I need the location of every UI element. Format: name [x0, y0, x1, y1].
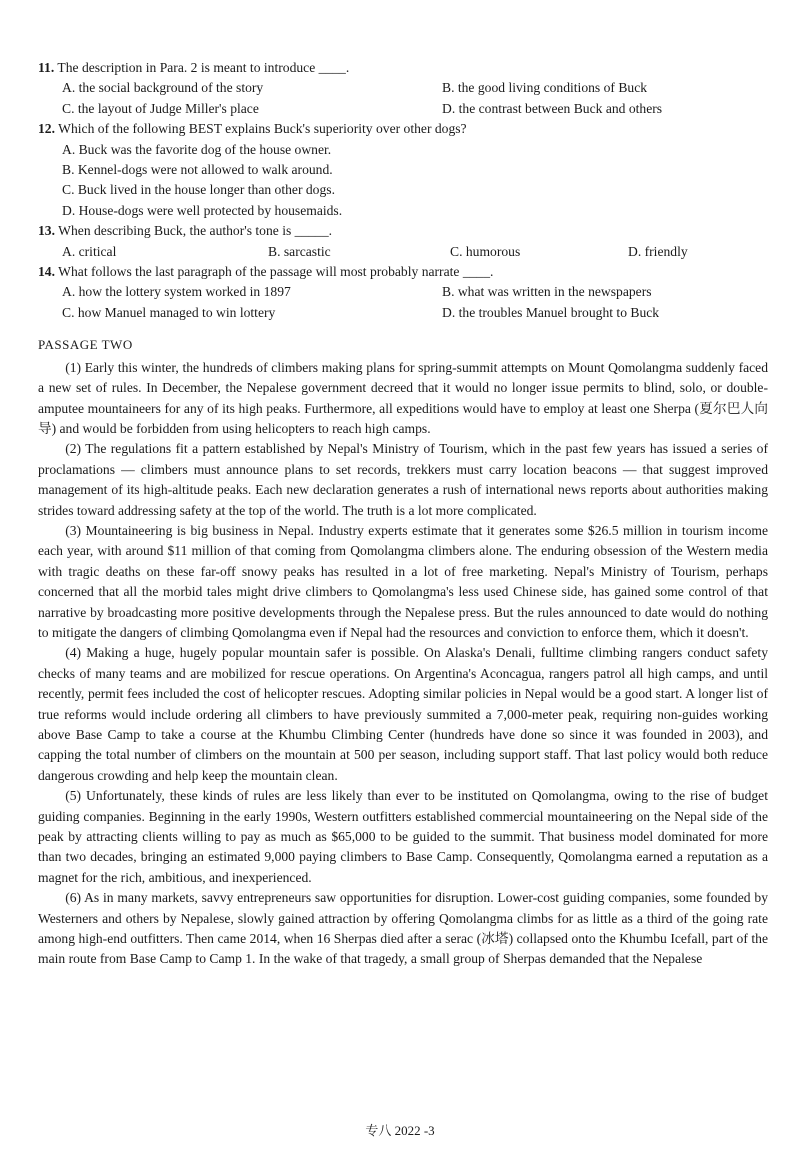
question-text: The description in Para. 2 is meant to introduce ____.	[57, 60, 350, 75]
answer-option: A. critical	[62, 243, 117, 259]
option-group	[62, 282, 768, 323]
passage-paragraph: (2) The regulations fit a pattern established by Nepal's Ministry of Tourism, which in the past few years has issued a series of proclamations — climbers must announce plans to set records, trekkers must carry location beacons — that suggest improved management of its high-altitude peaks. Each new declaration generates a rush of international news reports about authorities making strides toward addressing safety at the top of the world. The truth is a lot more complicated.	[38, 441, 768, 518]
question-number: 11.	[38, 60, 55, 75]
passage-body	[38, 358, 768, 970]
question-text: Which of the following BEST explains Buck's superiority over other dogs?	[58, 121, 467, 137]
exam-page	[38, 58, 768, 970]
answer-option: C. the layout of Judge Miller's place	[62, 100, 259, 116]
question-text: What follows the last paragraph of the passage will most probably narrate ____.	[58, 264, 494, 280]
answer-option: D. friendly	[628, 243, 688, 259]
question-number: 12.	[38, 121, 55, 137]
question-stem	[38, 221, 768, 241]
answer-option: A. how the lottery system worked in 1897	[62, 284, 291, 300]
answer-option: B. sarcastic	[268, 243, 331, 259]
passage-paragraph: (3) Mountaineering is big business in Nepal. Industry experts estimate that it generates some $26.5 million in tourism income each year, with around $11 million of that coming from Qomolangma climbers alone. The enduring obsession of the Western media with tragic deaths on these far-off snowy peaks has resulted in a lot of free marketing. Nepal's Ministry of Tourism, perhaps concerned that all the morbid tales might drive climbers to Qomolangma's less used Chinese side, has gained some control of that narrative by broadcasting more positive developments through the Nepalese press. But the rules announced to date would do nothing to mitigate the dangers of climbing Qomolangma even if Nepal had the resources and conviction to enforce them, which it doesn't.	[38, 522, 768, 640]
question-number: 14.	[38, 264, 55, 280]
question-stem	[38, 262, 768, 282]
question-text: When describing Buck, the author's tone is _____.	[58, 223, 333, 239]
answer-option: D. the contrast between Buck and others	[442, 100, 663, 116]
question-number: 13.	[38, 223, 55, 239]
answer-option: D. House-dogs were well protected by housemaids.	[62, 202, 343, 218]
question-stem	[38, 119, 768, 139]
answer-option: A. the social background of the story	[62, 80, 264, 96]
question-list	[38, 58, 768, 323]
passage-heading: PASSAGE TWO	[38, 337, 133, 353]
passage-paragraph: (1) Early this winter, the hundreds of climbers making plans for spring-summit attempts on Mount Qomolangma suddenly faced a new set of rules. In December, the Nepalese government decreed that it would no longer issue permits to blind, solo, or double-amputee mountaineers for any of its high peaks. Furthermore, all expeditions would have to employ at least one Sherpa (夏尔巴人向导) and would be forbidden from using helicopters to reach high camps.	[38, 359, 768, 436]
answer-option: B. what was written in the newspapers	[442, 284, 652, 300]
answer-option: A. Buck was the favorite dog of the house owner.	[62, 141, 332, 157]
answer-option: C. humorous	[450, 243, 521, 259]
answer-option: B. the good living conditions of Buck	[442, 80, 648, 96]
passage-paragraph: (6) As in many markets, savvy entrepreneurs saw opportunities for disruption. Lower-cost guiding companies, some founded by Westerners and others by Nepalese, slowly gained attraction by offering Qomolangma climbs for as little as a third of the going rate among high-end outfitters. Then came 2014, when 16 Sherpas died after a serac (冰塔) collapsed onto the Khumbu Icefall, part of the main route from Base Camp to Camp 1. In the wake of that tragedy, a small group of Sherpas demanded that the Nepalese	[38, 890, 768, 967]
passage-paragraph: (4) Making a huge, hugely popular mountain safer is possible. On Alaska's Denali, fulltime climbing rangers conduct safety checks of many teams and are mobilized for rescue operations. On Argentina's Aconcagua, rangers patrol all high camps, and until recently, permit fees included the cost of helicopter rescues. Adopting similar policies in Nepal would be a good start. A longer list of true reforms would include ordering all climbers to have previously summited a 7,000-meter peak, requiring non-guides working above Base Camp to take a course at the Khumbu Climbing Center (hundreds have done so since it was founded in 2003), and capping the total number of climbers on the mountain at 500 per season, including support staff. That last policy would both reduce dangerous crowding and help keep the mountain clean.	[38, 645, 768, 783]
page-footer: 专八 2022 -3	[365, 1123, 435, 1138]
answer-option: B. Kennel-dogs were not allowed to walk around.	[62, 162, 333, 178]
answer-option: C. Buck lived in the house longer than other dogs.	[62, 182, 335, 198]
answer-option: D. the troubles Manuel brought to Buck	[442, 304, 660, 320]
option-group	[62, 78, 768, 119]
option-group	[62, 242, 768, 262]
question-stem	[38, 58, 768, 78]
option-group	[62, 140, 768, 222]
answer-option: C. how Manuel managed to win lottery	[62, 304, 276, 320]
passage-paragraph: (5) Unfortunately, these kinds of rules are less likely than ever to be instituted on Qomolangma, owing to the rise of budget guiding companies. Beginning in the early 1990s, Western outfitters established commercial mountaineering on the Nepal side of the peak by attracting clients willing to pay as much as $65,000 to be guided to the summit. That business model dominated for more than two decades, bringing an estimated 9,000 paying climbers to Base Camp. Consequently, Qomolangma earned a reputation as a magnet for the rich, ambitious, and inexperienced.	[38, 788, 768, 885]
